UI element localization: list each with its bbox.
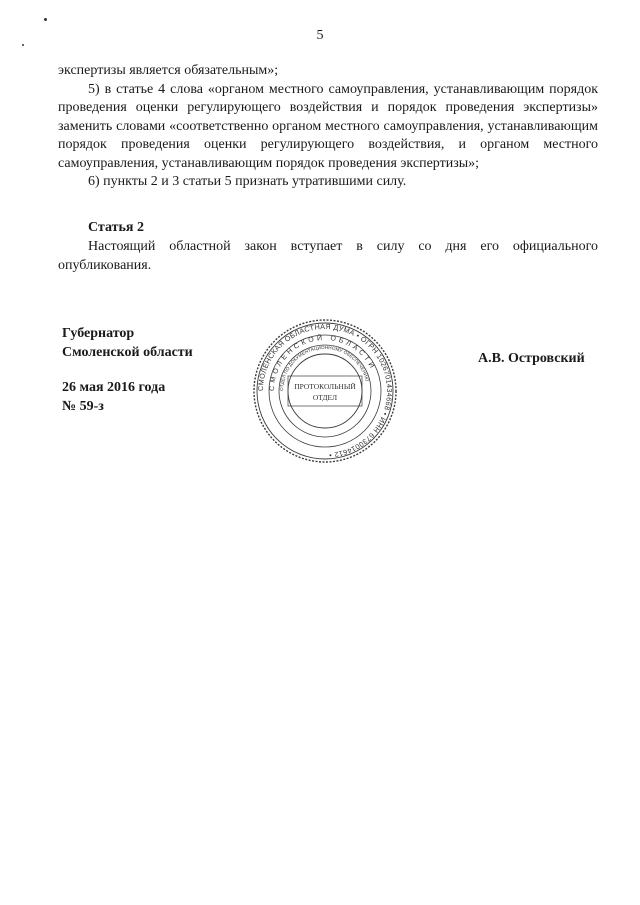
signing-date: 26 мая 2016 года — [62, 380, 166, 395]
amendments-text — [58, 62, 598, 192]
official-seal — [252, 318, 398, 464]
signer-title-line1: Губернатор — [62, 326, 135, 341]
paragraph-item-5: 5) в статье 4 слова «органом местного самоуправления, устанавливающим порядок проведения оценки регулирующего воздействия и порядок проведения экспертизы» заменить словами «соответственно органом местного самоуправления, устанавливающим порядок проведения оценки регулирующего воздействия, и органом местного самоуправления, устанавливающим порядок проведения экспертизы»; — [58, 81, 598, 171]
page-number: 5 — [316, 28, 324, 43]
signer-title-line2: Смоленской области — [62, 345, 193, 360]
law-number: № 59-з — [62, 399, 104, 414]
signing-date-block — [62, 378, 165, 416]
paragraph-item-6: 6) пункты 2 и 3 статьи 5 признать утратившими силу. — [88, 174, 407, 189]
seal-middle-text: СМОЛЕНСКОЙ ОБЛАСТИ — [268, 334, 377, 392]
article-2-paragraph: Настоящий областной закон вступает в силу со дня его официального опубликования. — [58, 239, 598, 273]
seal-inner-text: ОТДЕЛ ПО ДОКУМЕНТАЦИОННОМУ ОБЕСПЕЧЕНИЮ — [278, 344, 370, 392]
signer-title — [62, 324, 193, 362]
seal-center-line2: ОТДЕЛ — [312, 393, 338, 402]
article-2-text — [58, 238, 598, 275]
paragraph-continuation: экспертизы является обязательным»; — [58, 63, 279, 78]
signer-name: А.В. Островский — [478, 351, 585, 366]
seal-center-line1: ПРОТОКОЛЬНЫЙ — [294, 382, 356, 391]
scan-speck — [22, 44, 24, 46]
scan-speck — [44, 18, 47, 21]
seal-outer-text: СМОЛЕНСКАЯ ОБЛАСТНАЯ ДУМА • ОГРН 1026701434668 • ИНН 6730014612 • — [255, 321, 395, 460]
article-2-heading: Статья 2 — [88, 220, 144, 235]
